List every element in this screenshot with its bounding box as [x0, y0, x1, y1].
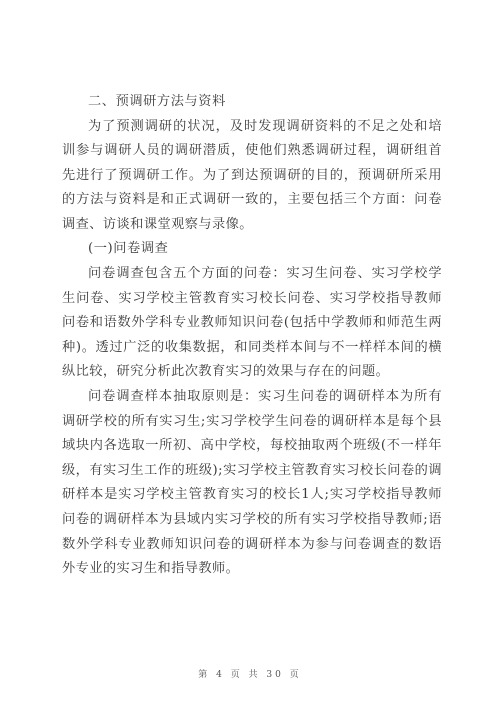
- paragraph-pre-survey-purpose: 为了预测调研的状况，及时发现调研资料的不足之处和培训参与调研人员的调研潜质，使他们熟悉调研过程，调研组首先进行了预调研工作。为了到达预调研的目的，预调研所采用的方法与资料是和正式调研一致的，主要包括三个方面：问卷调查、访谈和课堂观察与录像。: [62, 118, 442, 232]
- paragraph-questionnaire-types: 问卷调查包含五个方面的问卷：实习生问卷、实习学校学生问卷、实习学校主管教育实习校长问卷、实习学校指导教师问卷和语数外学科专业教师知识问卷(包括中学教师和师范生两种)。透过广泛的收集数据，和同类样本间与不一样样本间的横纵比较，研究分析此次教育实习的效果与存在的问题。: [62, 266, 442, 380]
- subsection-heading: (一)问卷调查: [88, 241, 169, 257]
- paragraph-sampling-principles: 问卷调查样本抽取原则是：实习生问卷的调研样本为所有调研学校的所有实习生;实习学校学生问卷的调研样本是每个县域块内各选取一所初、高中学校，每校抽取两个班级(不一样年级，有实习生工作的班级);实习学校主管教育实习校长问卷的调研样本是实习学校主管教育实习的校长1人;实习学校指导教师问卷的调研样本为县域内实习学校的所有实习学校指导教师;语数外学科专业教师知识问卷的调研样本为参与问卷调查的数语外专业的实习生和指导教师。: [62, 389, 442, 577]
- section-heading: 二、预调研方法与资料: [88, 94, 226, 109]
- document-body: [62, 90, 442, 582]
- page-number-footer: 第 4 页 共 30 页: [198, 670, 302, 680]
